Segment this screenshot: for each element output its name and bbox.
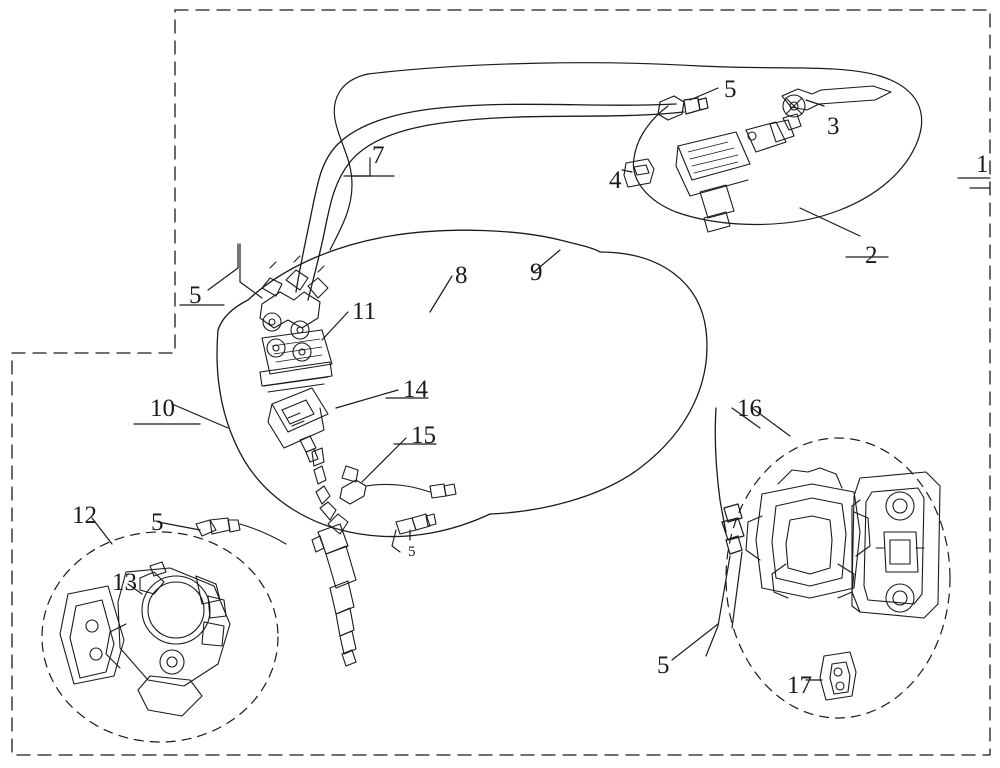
- valve-block-14: [268, 388, 328, 462]
- callout-14: 14: [403, 376, 428, 403]
- callout-13: 13: [112, 569, 137, 596]
- rear-brake-pad-17: [820, 652, 856, 700]
- callout-9: 9: [530, 259, 543, 286]
- callout-16: 16: [737, 395, 762, 422]
- rear-brake-caliper-side: [746, 468, 870, 598]
- front-caliper-boundary: [42, 532, 278, 742]
- callout-3: 3: [827, 113, 840, 140]
- brake-lever-master-cylinder: [624, 86, 891, 232]
- callout-5-rear: 5: [657, 652, 670, 679]
- rear-brake-caliper-front: [852, 472, 940, 618]
- handlebar-assembly-outline: [330, 63, 922, 250]
- callout-15: 15: [411, 422, 436, 449]
- brake-hose-5-front: [196, 518, 286, 544]
- callout-5-center: 5: [408, 544, 416, 560]
- callout-1: 1: [976, 151, 989, 178]
- callout-11: 11: [352, 298, 377, 325]
- callout-5-front: 5: [151, 509, 164, 536]
- callout-5-top: 5: [724, 76, 737, 103]
- front-brake-caliper: [60, 562, 230, 716]
- callout-10: 10: [150, 395, 175, 422]
- callout-12: 12: [72, 502, 97, 529]
- abs-modulator-unit: [260, 256, 332, 392]
- callout-4: 4: [609, 167, 622, 194]
- connector-line-15: [340, 466, 456, 552]
- callout-7: 7: [372, 142, 385, 169]
- callout-8: 8: [455, 262, 468, 289]
- rear-hose-16: [715, 408, 726, 532]
- rear-master-cylinder: [312, 448, 356, 666]
- callout-17: 17: [787, 672, 812, 699]
- callout-2: 2: [865, 242, 878, 269]
- outer-boundary-dashed: [12, 10, 990, 755]
- callout-5-modulator: 5: [189, 282, 202, 309]
